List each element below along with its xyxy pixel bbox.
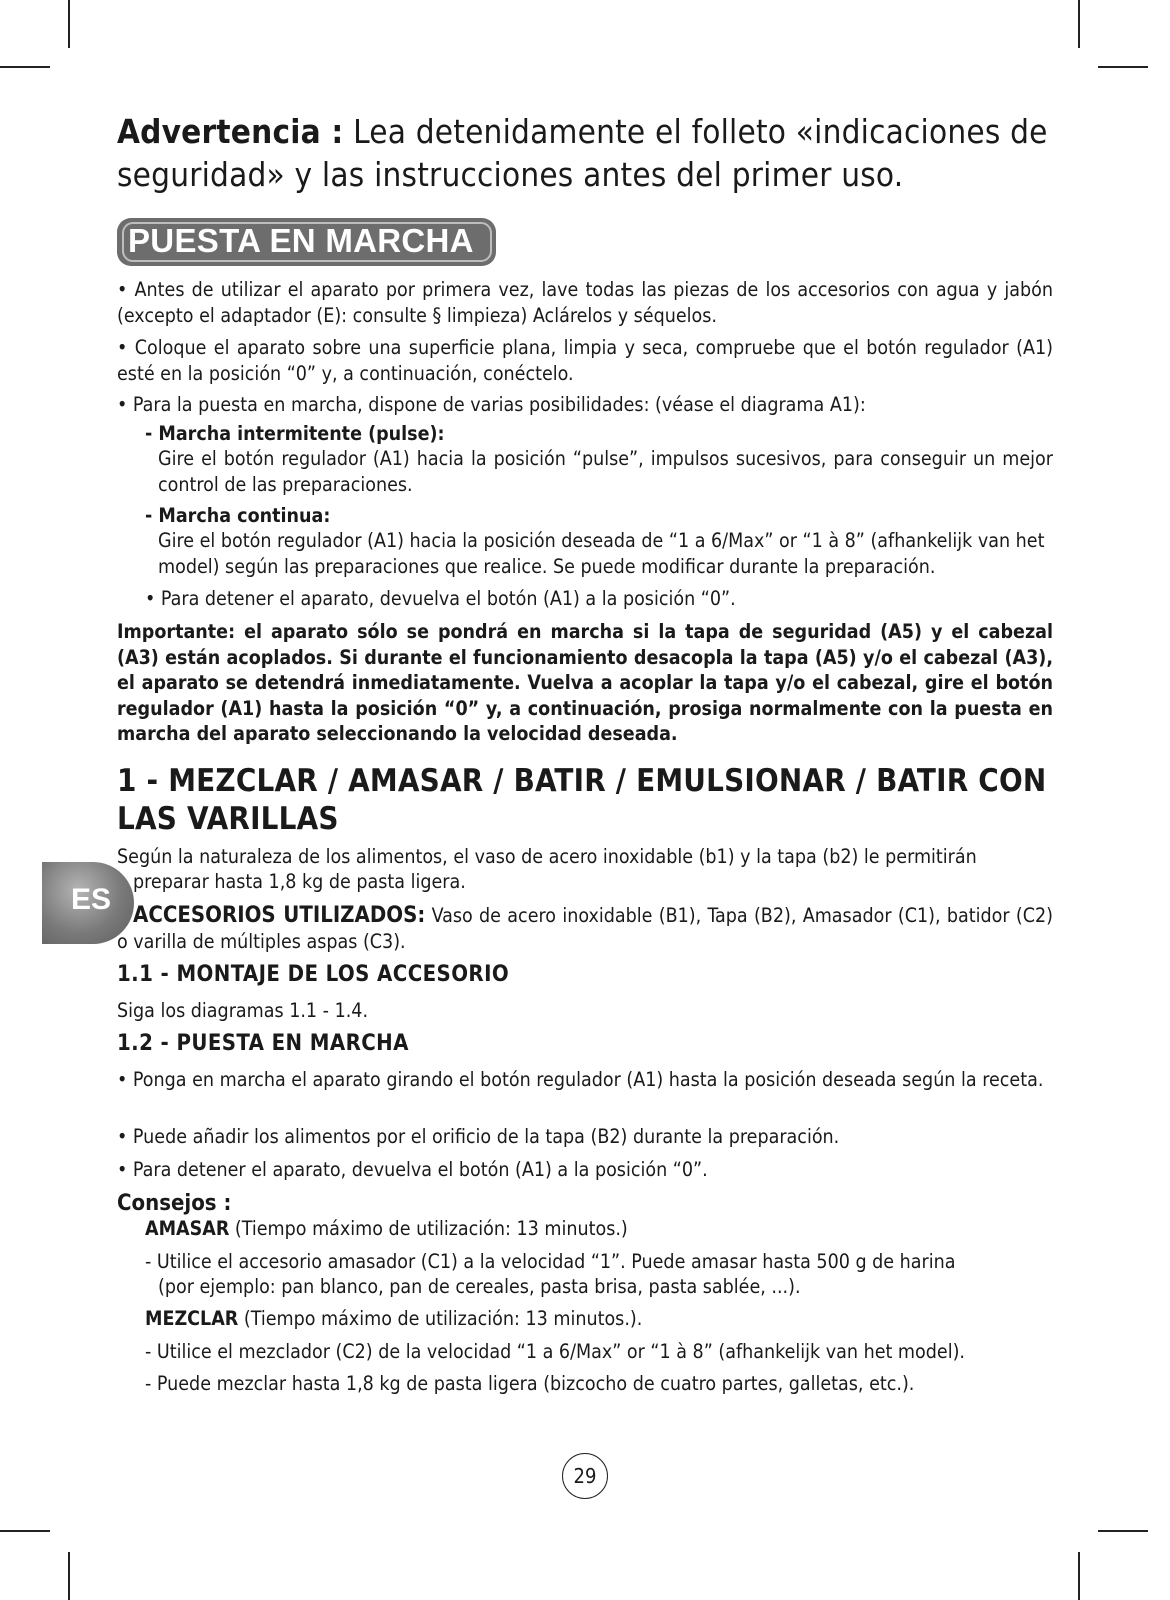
language-tab-label: ES: [71, 883, 112, 916]
crop-mark: [1098, 1530, 1148, 1532]
tip-mezclar-item-1: - Utilice el mezclador (C2) de la velocidad “1 a 6/Max” or “1 à 8” (afhankelijk van het model).: [145, 1340, 965, 1363]
crop-mark: [1098, 66, 1148, 68]
section-title: PUESTA EN MARCHA: [128, 222, 474, 259]
tip-mezclar-label: MEZCLAR: [145, 1307, 239, 1330]
subsection-1-2-bullet-2: • Puede añadir los alimentos por el orificio de la tapa (B2) durante la preparación.: [117, 1125, 840, 1148]
crop-mark: [68, 1552, 70, 1600]
crop-mark: [1078, 1552, 1080, 1600]
tip-amasar-label: AMASAR: [145, 1217, 230, 1240]
tip-amasar-item: - Utilice el accesorio amasador (C1) a la velocidad “1”. Puede amasar hasta 500 g de harina: [145, 1250, 956, 1273]
warning-label: Advertencia :: [117, 112, 344, 151]
tips-title: Consejos :: [117, 1191, 232, 1216]
subsection-1-1-title: 1.1 - MONTAJE DE LOS ACCESORIO: [117, 962, 510, 987]
crop-mark: [1078, 0, 1080, 48]
section-1-intro-line-2: preparar hasta 1,8 kg de pasta ligera.: [133, 870, 466, 893]
page-number: 29: [562, 1453, 608, 1499]
pulse-title: - Marcha intermitente (pulse):: [145, 422, 445, 445]
intro-bullet-1: • Antes de utilizar el aparato por primera vez, lave todas las piezas de los accesorios con agua y jabón (excepto el adaptador (E): consulte § limpieza) Aclárelos y séquelos.: [117, 278, 1053, 327]
accessories-paragraph: [117, 903, 1053, 954]
crop-mark: [0, 66, 50, 68]
tip-mezclar: [145, 1306, 1053, 1332]
accessories-label: ACCESORIOS UTILIZADOS:: [133, 903, 426, 928]
important-note: Importante: el aparato sólo se pondrá en marcha si la tapa de seguridad (A5) y el cabezal (A3) están acoplados. Si durante el funcionamiento desacopla la tapa (A5) y/o el cabezal (A3), el aparato se detendrá inmediatamente. Vuelva a acoplar la tapa y/o el cabezal, gire el botón regulador (A1) hasta la posición “0” y, a continuación, prosiga normalmente con la puesta en marcha del aparato seleccionando la velocidad deseada.: [117, 620, 1053, 745]
intro-bullet-3: • Para la puesta en marcha, dispone de varias posibilidades: (véase el diagrama A1):: [117, 393, 866, 416]
tip-amasar: [145, 1216, 1053, 1242]
section-1-intro-line-1: Según la naturaleza de los alimentos, el vaso de acero inoxidable (b1) y la tapa (b2) le permitirán: [117, 845, 977, 868]
tip-amasar-item-cont: (por ejemplo: pan blanco, pan de cereales, pasta brisa, pasta sablée, ...).: [158, 1275, 801, 1298]
subsection-1-2-title: 1.2 - PUESTA EN MARCHA: [117, 1031, 409, 1056]
warning-paragraph: [117, 110, 1053, 196]
subsection-1-2-bullet-3: • Para detener el aparato, devuelva el botón (A1) a la posición “0”.: [117, 1158, 708, 1181]
tip-mezclar-text: (Tiempo máximo de utilización: 13 minutos.).: [238, 1307, 643, 1330]
intro-bullet-2: • Coloque el aparato sobre una superficie plana, limpia y seca, compruebe que el botón regulador (A1) esté en la posición “0” y, a continuación, conéctelo.: [117, 336, 1053, 385]
crop-mark: [0, 1530, 50, 1532]
tip-mezclar-item-2: - Puede mezclar hasta 1,8 kg de pasta ligera (bizcocho de cuatro partes, galletas, etc.).: [145, 1372, 915, 1395]
crop-mark: [68, 0, 70, 48]
warning-text: Lea detenidamente el folleto «indicaciones de seguridad» y las instrucciones antes del primer uso.: [117, 112, 1048, 194]
subsection-1-1-text: Siga los diagramas 1.1 - 1.4.: [117, 999, 369, 1022]
accessories-text: Vaso de acero inoxidable (B1), Tapa (B2), Amasador (C1), batidor (C2) o varilla de múltiples aspas (C3).: [117, 904, 1053, 953]
section-banner: [117, 218, 496, 266]
continuous-title: - Marcha continua:: [145, 504, 331, 527]
section-1-title: 1 - MEZCLAR / AMASAR / BATIR / EMULSIONAR / BATIR CON LAS VARILLAS: [117, 763, 1047, 837]
stop-bullet: • Para detener el aparato, devuelva el botón (A1) a la posición “0”.: [145, 587, 736, 610]
continuous-text: Gire el botón regulador (A1) hacia la posición deseada de “1 a 6/Max” or “1 à 8” (afhankelijk van het model) según las preparaciones que realice. Se puede modificar durante la preparación.: [158, 529, 1045, 578]
pulse-text: Gire el botón regulador (A1) hacia la posición “pulse”, impulsos sucesivos, para conseguir un mejor control de las preparaciones.: [158, 447, 1053, 496]
subsection-1-2-bullet-1: • Ponga en marcha el aparato girando el botón regulador (A1) hasta la posición deseada según la receta.: [117, 1068, 1044, 1091]
tip-amasar-text: (Tiempo máximo de utilización: 13 minutos.): [229, 1217, 628, 1240]
